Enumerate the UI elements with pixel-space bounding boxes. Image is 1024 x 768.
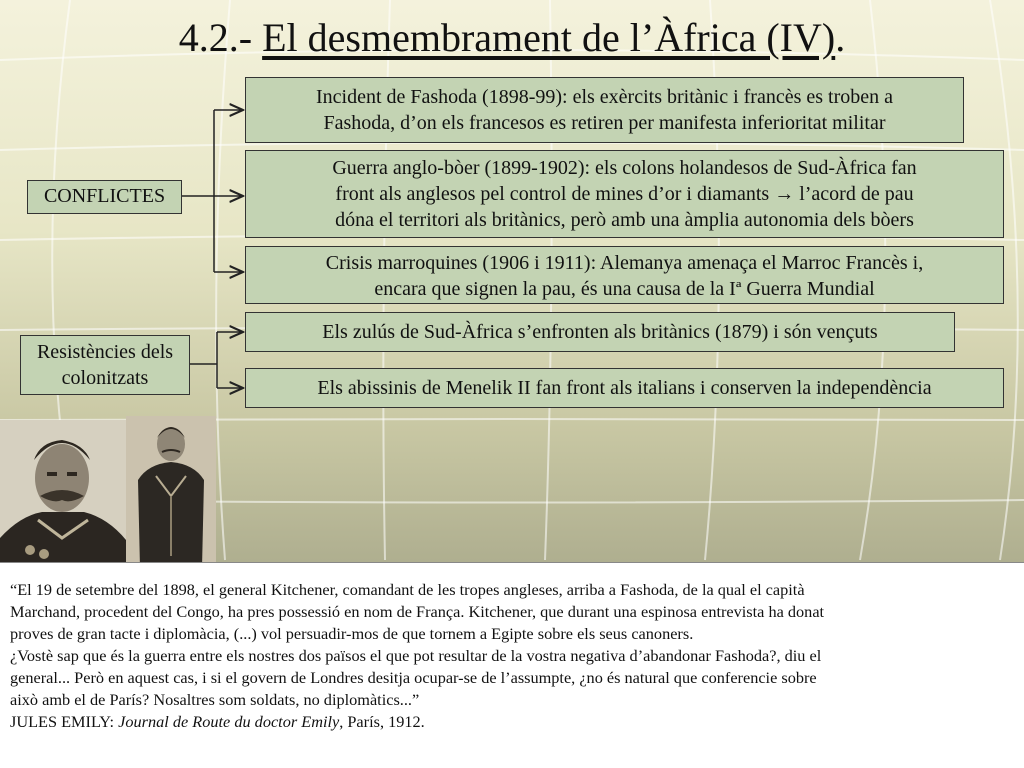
resistance-label-line2: colonitzats xyxy=(61,367,149,389)
portrait-kitchener-image xyxy=(0,420,126,568)
conflict-morocco-line2: encara que signen la pau, és una causa de la Iª Guerra Mundial xyxy=(374,278,875,300)
conflict-boer-line2: front als anglesos pel control de mines d’or i diamants → l’acord de pau xyxy=(335,183,914,205)
conflict-fashoda-line1: Incident de Fashoda (1898-99): els exèrcits britànic i francès es troben a xyxy=(315,86,893,108)
conflict-fashoda-line2: Fashoda, d’on els francesos es retiren per manifesta inferioritat militar xyxy=(323,112,886,134)
quote-source xyxy=(10,711,1012,733)
resistance-zulu-box xyxy=(245,312,955,352)
quote-line: ¿Vostè sap que és la guerra entre els nostres dos països el que pot resultar de la vostra negativa d’abandonar Fashoda?, diu el xyxy=(10,646,822,665)
title-prefix: 4.2.- xyxy=(178,15,263,60)
conflict-boer-line3: dóna el territori als britànics, però amb una àmplia autonomia dels bòers xyxy=(335,209,914,231)
conflicts-label-box xyxy=(27,180,182,214)
quote-source-work: Journal de Route du doctor Emily xyxy=(118,712,340,731)
resistance-zulu-text: Els zulús de Sud-Àfrica s’enfronten als britànics (1879) i són vençuts xyxy=(322,321,878,343)
conflict-boer-box xyxy=(245,150,1004,238)
quote-line: Marchand, procedent del Congo, ha pres possessió en nom de França. Kitchener, que durant una espinosa entrevista ha donat xyxy=(10,602,825,621)
portrait-marchand-image xyxy=(126,416,216,568)
quote-line: proves de gran tacte i diplomàcia, (...) vol persuadir-mos de que tornem a Egipte sobre els seus canoners. xyxy=(10,624,694,643)
portrait-kitchener xyxy=(0,420,126,568)
quote-box xyxy=(0,562,1024,768)
quote-source-author: JULES EMILY: xyxy=(10,712,119,731)
resistance-abyssinia-text: Els abissinis de Menelik II fan front als italians i conserven la independència xyxy=(317,377,932,399)
resistance-label-line1: Resistències dels xyxy=(36,341,174,363)
quote-source-place: , París, 1912. xyxy=(339,712,425,731)
portrait-marchand xyxy=(126,416,216,568)
conflicts-label: CONFLICTES xyxy=(43,185,166,207)
quote-line: general... Però en aquest cas, i si el govern de Londres desitja ocupar-se de l’assumpte, ¿no és natural que conferencie sobre xyxy=(10,668,817,687)
conflict-morocco-line1: Crisis marroquines (1906 i 1911): Alemanya amenaça el Marroc Francès i, xyxy=(325,252,924,274)
quote-line: això amb el de París? Nosaltres som soldats, no diplomàtics...” xyxy=(10,690,420,709)
resistance-abyssinia-box xyxy=(245,368,1004,408)
conflict-morocco-box xyxy=(245,246,1004,304)
conflict-boer-line1: Guerra anglo-bòer (1899-1902): els colons holandesos de Sud-Àfrica fan xyxy=(332,157,917,179)
title-suffix: . xyxy=(835,15,846,60)
quote-line: “El 19 de setembre del 1898, el general Kitchener, comandant de les tropes angleses, arriba a Fashoda, de la qual el capità xyxy=(10,580,805,599)
resistance-label-box xyxy=(20,335,190,395)
title-main: El desmembrament de l’Àfrica (IV) xyxy=(262,15,836,60)
conflict-fashoda-box xyxy=(245,77,964,143)
